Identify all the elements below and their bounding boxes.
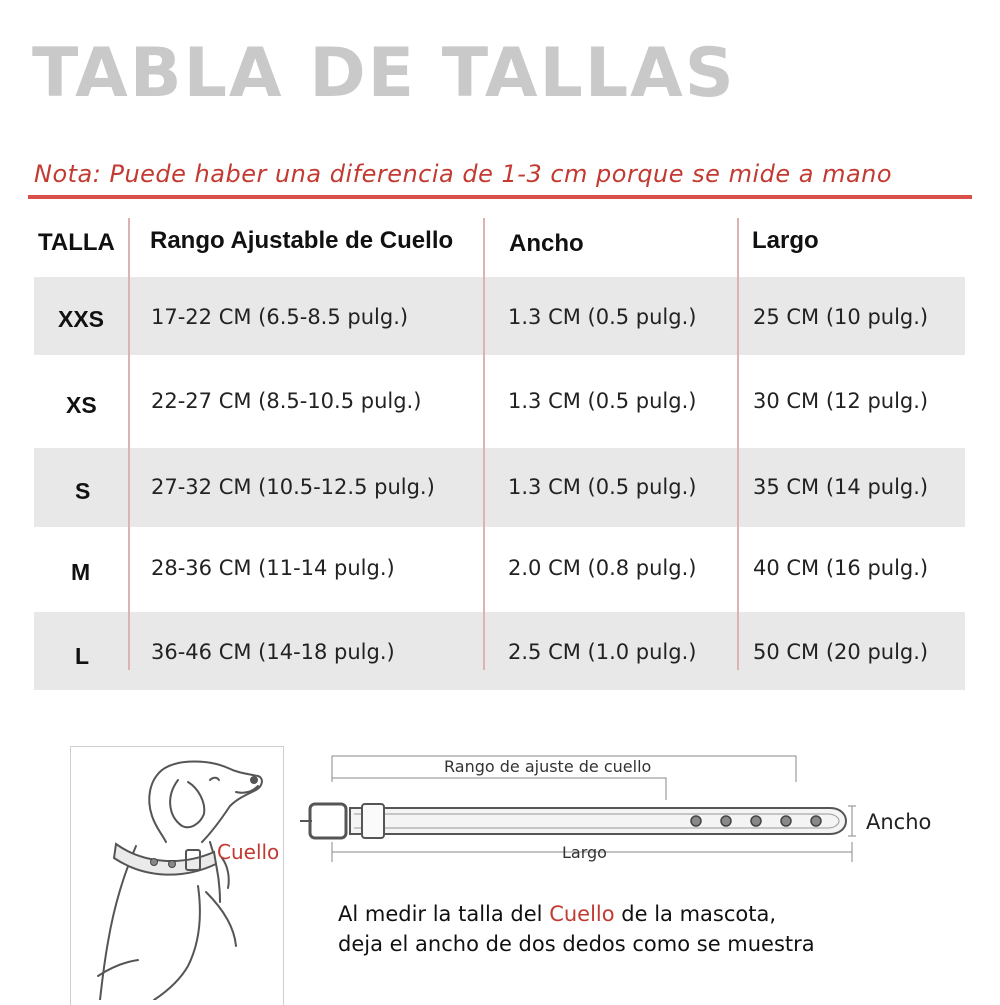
instruction-line-1 (338, 902, 776, 926)
column-divider (128, 218, 130, 670)
column-header-width: Ancho (509, 230, 584, 257)
page-title: TABLA DE TALLAS (32, 34, 736, 113)
width-value: 2.0 CM (0.8 pulg.) (508, 556, 697, 580)
width-label: Ancho (866, 810, 932, 834)
instruction-highlight: Cuello (549, 902, 615, 926)
column-header-neck-range: Rango Ajustable de Cuello (150, 227, 454, 254)
length-value: 35 CM (14 pulg.) (753, 475, 929, 499)
neck-range-value: 27-32 CM (10.5-12.5 pulg.) (151, 475, 435, 499)
collar-on-dog (114, 844, 216, 875)
size-label: L (75, 643, 90, 669)
neck-range-value: 22-27 CM (8.5-10.5 pulg.) (151, 389, 422, 413)
instruction-text: de la mascota, (614, 902, 777, 926)
size-label: XXS (58, 306, 105, 332)
width-value: 2.5 CM (1.0 pulg.) (508, 640, 697, 664)
neck-range-value: 17-22 CM (6.5-8.5 pulg.) (151, 305, 409, 329)
note-divider (28, 195, 972, 199)
column-divider (483, 218, 485, 670)
length-value: 40 CM (16 pulg.) (753, 556, 929, 580)
size-label: XS (66, 392, 97, 418)
width-value: 1.3 CM (0.5 pulg.) (508, 389, 697, 413)
length-value: 50 CM (20 pulg.) (753, 640, 929, 664)
neck-range-label: Rango de ajuste de cuello (444, 757, 652, 776)
neck-range-value: 36-46 CM (14-18 pulg.) (151, 640, 395, 664)
column-header-length: Largo (752, 227, 819, 254)
length-value: 30 CM (12 pulg.) (753, 389, 929, 413)
width-value: 1.3 CM (0.5 pulg.) (508, 475, 697, 499)
length-label: Largo (562, 843, 607, 862)
size-label: S (75, 478, 91, 504)
size-label: M (71, 559, 91, 585)
measurement-note: Nota: Puede haber una diferencia de 1-3 cm porque se mide a mano (34, 160, 893, 188)
instruction-line-2: deja el ancho de dos dedos como se muestra (338, 932, 815, 956)
column-header-size: TALLA (38, 229, 115, 256)
dog-illustration (70, 746, 282, 1000)
width-value: 1.3 CM (0.5 pulg.) (508, 305, 697, 329)
length-value: 25 CM (10 pulg.) (753, 305, 929, 329)
neck-range-value: 28-36 CM (11-14 pulg.) (151, 556, 395, 580)
neck-label: Cuello (217, 840, 280, 864)
instruction-text: Al medir la talla del (338, 902, 550, 926)
collar-strap (300, 804, 846, 838)
column-divider (737, 218, 739, 670)
